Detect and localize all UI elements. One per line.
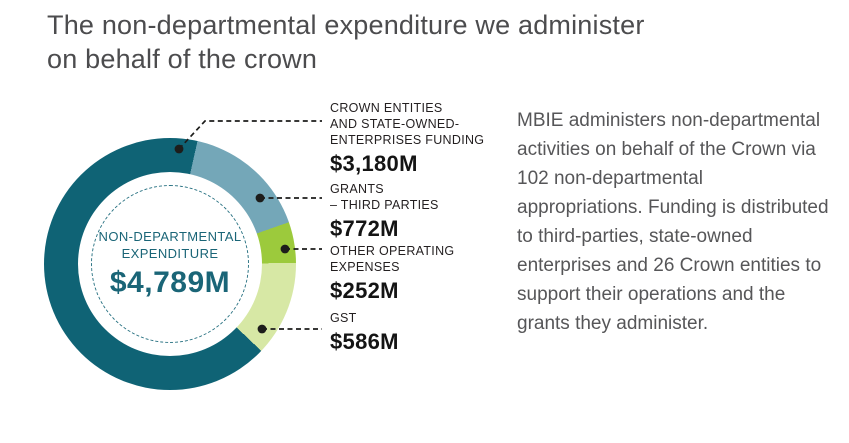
connector-dot-other-operating [281,245,290,254]
callout-grants [330,181,439,242]
callout-grants-label-line-1: GRANTS [330,182,384,196]
donut-center-label-line-2: EXPENDITURE [121,246,219,261]
description-paragraph: MBIE administers non-departmental activities on behalf of the Crown via 102 non-departmental appropriations. Funding is distributed to third-parties, state-owned enterprises and 26 Crown entities to support their operations and the grants they administer. [517,110,829,334]
callout-other-operating [330,243,454,304]
callout-other-operating-value: $252M [330,278,399,303]
connector-dot-crown-entities [175,145,184,154]
callout-crown-entities-label-line-3: ENTERPRISES FUNDING [330,133,485,147]
page-title-line-1: The non-departmental expenditure we administer [47,10,645,40]
callout-crown-entities-label-line-2: AND STATE-OWNED- [330,117,460,131]
callout-crown-entities [330,100,484,177]
donut-center-value: $4,789M [109,266,231,299]
connector-line-crown-entities [179,121,322,149]
callout-grants-label-line-2: – THIRD PARTIES [330,198,439,212]
callout-gst-label-line-1: GST [330,311,357,325]
donut-center-label-line-1: NON-DEPARTMENTAL [98,229,242,244]
callout-gst [330,310,399,355]
callout-crown-entities-value: $3,180M [330,151,418,176]
callout-other-operating-label-line-1: OTHER OPERATING [330,244,455,258]
connector-dot-gst [258,325,267,334]
callout-crown-entities-label-line-1: CROWN ENTITIES [330,101,443,115]
callout-grants-value: $772M [330,216,399,241]
callout-gst-value: $586M [330,329,399,354]
page-title-line-2: on behalf of the crown [47,44,318,74]
connector-dot-grants [256,194,265,203]
callout-other-operating-label-line-2: EXPENSES [330,260,400,274]
